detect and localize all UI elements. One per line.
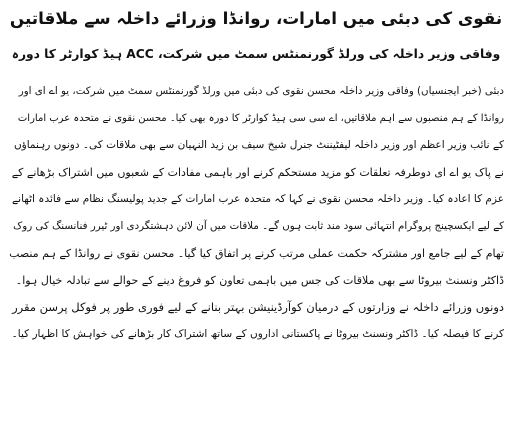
body-line: دبئی (خبر ایجنسیاں) وفاقی وزیر داخلہ محسن نقوی کی دبئی میں ورلڈ گورنمنٹس سمٹ میں شرکت، یو اے ای اور <box>18 85 504 97</box>
body-line: کے لیے ایکسچینج پروگرام انتہائی سود مند ثابت ہوں گے۔ ملاقات میں آن لائن دہشتگردی اور ٹیرر فنانسنگ کی روک <box>13 220 504 232</box>
subheadline: وفاقی وزیر داخلہ کی ورلڈ گورنمنٹس سمٹ میں شرکت، ACC ہیڈ کوارٹر کا دورہ <box>11 47 501 61</box>
body-line: ڈاکٹر ونسنٹ بیروٹا سے بھی ملاقات کی جس میں باہمی تعاون کو فروغ دینے کے حوالے سے تبادلہ خیال ہوا۔ <box>15 274 504 287</box>
body-line: روانڈا کے ہم منصبوں سے اہم ملاقاتیں، اے سی سی ہیڈ کوارٹر کا دورہ بھی کیا۔ محسن نقوی نے متحدہ عرب امارات <box>17 113 504 124</box>
body-line: دونوں وزرائے داخلہ نے وزارتوں کے درمیان کوآرڈینیشن بہتر بنانے کے لیے فوری طور پر فوکل پرسن مقرر <box>12 300 504 314</box>
body-line: نے پاک یو اے ای دوطرفہ تعلقات کو مزید مستحکم کرنے اور باہمی مفادات کے شعبوں میں اشتراک بڑھانے کے <box>11 166 504 179</box>
body-line: کے نائب وزیر اعظم اور وزیر داخلہ لیفٹیننٹ جنرل شیخ سیف بن زید النہیان سے بھی ملاقات کی۔ دونوں رہنماؤں <box>13 139 504 151</box>
body-line: کرنے کا فیصلہ کیا۔ ڈاکٹر ونسنٹ بیروٹا نے پاکستانی اداروں کے ساتھ اشتراک کار بڑھانے کی خواہش کا اظہار کیا۔ <box>11 328 504 340</box>
body-line: عزم کا اعادہ کیا۔ وزیر داخلہ محسن نقوی نے کہا کہ متحدہ عرب امارات کے جدید پولیسنگ نظام سے فائدہ اٹھانے <box>12 193 504 205</box>
headline: نقوی کی دبئی میں امارات، روانڈا وزرائے داخلہ سے ملاقاتیں <box>9 8 503 28</box>
body-line: تھام کے لیے جامع اور مشترکہ حکمت عملی مرتب کرنے پر اتفاق کیا گیا۔ محسن نقوی نے روانڈا کے ہم منصب <box>9 247 504 260</box>
article-body <box>8 78 504 348</box>
